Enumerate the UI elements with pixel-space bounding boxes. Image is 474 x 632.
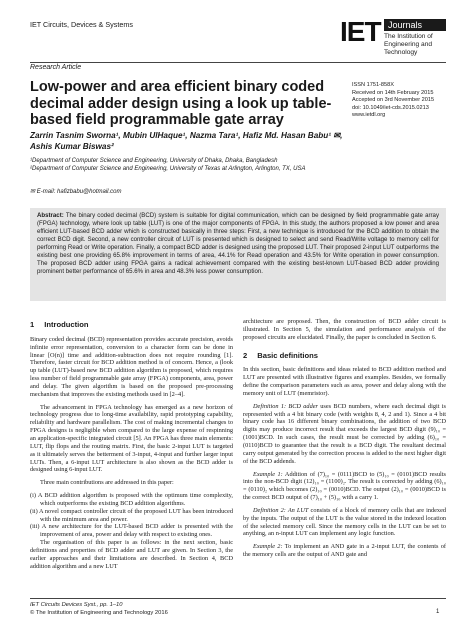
intro-paragraph-2: The advancement in FPGA technology has emerged as a new horizon of technology progress due to long-time availability, rapid prototyping capability, reliability and hardware parallelism. The cost of making incremental changes to FPGA designs is negligible when compared to the large expense of respinning an application-specific integrated circuit [5]. An FPGA has three main elements: LUT, flip flops and the routing matrix. First, the basic 2-input LUT is targeted as it ultimately serves the betterment of 3-input, 4-input and further larger input LUTs. Then, a 6-input LUT architecture is also shown as the BCD adder is designed using 6-input LUT. <box>30 403 233 474</box>
authors-line1: Zarrin Tasnim Sworna¹, Mubin UlHaque¹, Nazma Tara¹, Hafiz Md. Hasan Babu¹ ✉, <box>30 131 343 140</box>
logo-institution-line2: Engineering and Technology <box>384 41 433 56</box>
header-divider <box>30 62 446 63</box>
abstract-label: Abstract: <box>37 212 64 219</box>
example-1-text: Addition of (7)₁₀ = (0111)BCD to (5)₁₀ = (0101)BCD results into the non-BCD digit (12)₁₀ = (1100)₂. The result is corrected by adding (6)₁₀ = (0110)₂ which becomes (2)₁₀ = (0010)BCD. The output (2)₁₀ = (0010)BCD is the correct BCD output of (7)₁₀ + (5)₁₀ with a carry 1. <box>243 470 446 502</box>
footer-journal-ref: IET Circuits Devices Syst., pp. 1–10 <box>30 602 123 608</box>
logo-institution-line1: The Institution of <box>384 33 433 40</box>
example-2-text: To implement an AND gate in a 2-input LUT, the contents of the memory cells are the output of AND gate and <box>243 543 446 559</box>
section-2-heading <box>243 352 446 360</box>
definition-2-label: Definition 2: An LUT <box>253 506 309 514</box>
contribution-item-2: (ii) A novel compact controller circuit of the proposed LUT has been introduced with the minimum area and power. <box>30 507 233 523</box>
page-number: 1 <box>436 609 440 615</box>
logo-iet-text: IET <box>340 16 381 47</box>
abstract-text <box>37 212 439 276</box>
abstract-body: The binary coded decimal (BCD) system is suitable for digital communication, which can be designed by field programmable gate array (FPGA) technology, where look up table (LUT) is one of the major components of FPGA. In this study, the authors proposed a low power and area efficient LUT-based BCD adder which is constructed basically in three steps: First, a new technique is introduced for the BCD addition to obtain the correct BCD digit. Second, a new controller circuit of LUT is presented which is designed to select and send Read/Write voltage to memory cell for performing Read or Write operation. Finally, a compact BCD adder is designed using the proposed LUT. Their proposed 2-input LUT outperforms the existing best one providing 65.8% improvement in terms of area, 44.1% for Read operation and 43.5% for Write operation in power consumption. The proposed BCD adder using FPGA gains a radical achievement compared with the existing best-known LUT-based BCD adder providing prominent better performance of 65.6% in area and 48.3% less power consumption. <box>37 212 439 275</box>
right-column <box>243 318 446 564</box>
left-column <box>30 318 233 575</box>
intro-paragraph-4: The organisation of this paper is as follows: in the next section, basic definitions and properties of BCD adder and LUT are given. In Section 3, the earlier approaches and their limitations are described. In Section 4, BCD addition algorithm and a new LUT <box>30 539 233 570</box>
example-1 <box>243 471 446 502</box>
section-2-title: Basic definitions <box>257 350 318 360</box>
footer-divider <box>30 598 446 599</box>
author-list <box>30 130 350 152</box>
meta-url[interactable]: www.ietdl.org <box>352 112 386 119</box>
meta-issn: ISSN 1751-858X <box>352 82 394 88</box>
definition-2-text: consists of a block of memory cells that are indexed by the inputs. The output of the LUT is the value stored in the indexed location of the selected memory cell. Since the memory cells in the LUT can be set to anything, an n-input LUT can implement any logic function. <box>243 506 447 538</box>
meta-received: Received on 14th February 2015 <box>352 89 434 96</box>
definition-1-label: Definition 1: BCD adder <box>253 402 318 410</box>
journal-name: IET Circuits, Devices & Systems <box>30 20 133 29</box>
affiliation-1: ¹Department of Computer Science and Engineering, University of Dhaka, Dhaka, Bangladesh <box>30 158 278 164</box>
contribution-item-3: (iii) A new architecture for the LUT-based BCD adder is presented with the improvement of area, power and delay with respect to existing ones. <box>30 523 233 539</box>
contribution-item-1: (i) A BCD addition algorithm is proposed with the optimum time complexity, which outperforms the existing BCD addition algorithms. <box>30 492 233 507</box>
abstract-box <box>30 208 446 301</box>
intro-paragraph-3: Three main contributions are addressed in this paper: <box>40 479 174 487</box>
affiliation-2: ²Department of Computer Science and Engineering, University of Texas at Arlington, Arlington, TX, USA <box>30 166 306 172</box>
meta-accepted: Accepted on 3rd November 2015 <box>352 97 435 104</box>
affiliations <box>30 157 430 173</box>
example-1-label: Example 1: <box>253 470 283 478</box>
example-2-label: Example 2: <box>253 543 283 551</box>
definitions-intro: In this section, basic definitions and ideas related to BCD addition method and LUT are presented with illustrative figures and examples. Besides, we formally define the comparison parameters such as area, power and delay along with the memory unit of LUT (memristor). <box>243 366 446 397</box>
definition-1 <box>243 403 446 466</box>
logo-journals-badge: Journals <box>384 19 446 31</box>
intro-paragraph-1: Binary coded decimal (BCD) representation provides accurate precision, avoids infinite error representation, conversion to a character form can be done in linear [O(n)] time and addition-subtraction does not require rounding [1]. Therefore, faster circuit for BCD addition method is of concern. Hence, a (look up table (LUT)-based new BCD addition algorithm is proposed, which requires less number of field programmable gate array (FPGA) components, area, power and delay. The given algorithm is based on the proposed pre-processing mechanism that improves the existing methods used in [2–4]. <box>30 335 233 398</box>
section-2-number: 2 <box>243 350 248 360</box>
iet-logo <box>340 17 450 59</box>
intro-paragraph-5: architecture are proposed. Then, the construction of BCD adder circuit is illustrated. In Section 5, the simulation and performance analysis of the proposed circuits are elucidated. Finally, the paper is concluded in Section 6. <box>243 318 446 341</box>
paper-title: Low-power and area efficient binary coded decimal adder design using a look up table-based field programmable gate array <box>30 79 332 128</box>
footer-citation <box>30 601 168 617</box>
section-1-heading <box>30 321 233 329</box>
authors-line2: Ashis Kumar Biswas² <box>30 142 114 151</box>
section-1-title: Introduction <box>44 320 89 329</box>
example-2 <box>243 543 446 559</box>
section-1-number: 1 <box>30 320 35 329</box>
corresponding-email[interactable]: ✉ E-mail: hafizbabu@hotmail.com <box>30 189 122 195</box>
meta-doi[interactable]: doi: 10.1049/iet-cds.2015.0213 <box>352 104 429 111</box>
logo-institution <box>384 33 450 57</box>
article-meta <box>352 82 462 120</box>
footer-copyright: © The Institution of Engineering and Technology 2016 <box>30 610 168 616</box>
article-type: Research Article <box>30 64 82 71</box>
definition-1-text: uses BCD numbers, where each decimal digit is represented with a 4 bit binary code (with weights 8, 4, 2 and 1). Since a 4 bit binary code has 16 different binary combinations, the addition of two BCD digits may produce incorrect result that exceeds the largest BCD digit (9)₁₀ = (1001)BCD. In such cases, the result must be corrected by adding (6)₁₀ = (0110)BCD to guarantee that the result is a BCD digit. The resultant decimal carry output generated by the correction process is added to the next higher digit of the BCD addends. <box>243 402 446 465</box>
definition-2 <box>243 507 446 538</box>
